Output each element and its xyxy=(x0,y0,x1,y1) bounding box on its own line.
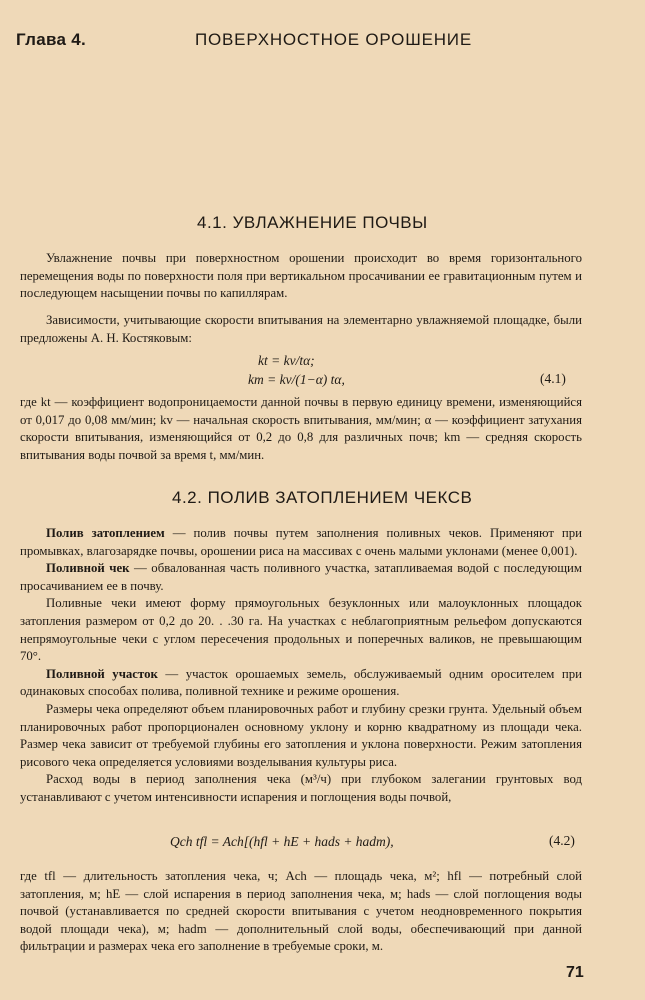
definition-paragraph xyxy=(20,666,582,701)
chapter-label: Глава 4. xyxy=(16,30,87,49)
formula-4-1-line2: km = kv/(1−α) tα, xyxy=(248,372,345,387)
paragraph: Поливные чеки имеют форму прямоугольных безуклонных или малоуклонных площадок затопления размером от 0,2 до 20. . .30 га. На участках с неблагоприятным рельефом допускаются непрямоугольные чеки с углом пересечения продольных и поперечных валиков, не превышающим 70°. xyxy=(20,596,582,664)
section1-variables xyxy=(20,394,582,464)
definition: — полив почвы путем заполнения поливных чеков. Применяют при промывках, влагозарядке почвы, орошении риса на массивах с очень малыми уклонами (менее 0,001). xyxy=(20,526,583,558)
paragraph: где kt — коэффициент водопроницаемости данной почвы в первую единицу времени, изменяющийся от 0,017 до 0,08 мм/мин; kv — начальная скорость впитывания, мм/мин; α — коэффициент затухания скорости впитывания, изменяющийся от 0,2 до 0,8 для различных почв; km — средняя скорость впитывания воды почвой за время t, мм/мин. xyxy=(20,395,582,462)
term: Полив затоплением xyxy=(46,526,165,540)
definition-paragraph xyxy=(20,560,582,595)
section-heading-4-2: 4.2. ПОЛИВ ЗАТОПЛЕНИЕМ ЧЕКСВ xyxy=(172,488,473,507)
section1-intro xyxy=(20,250,582,303)
section2-body xyxy=(20,525,582,807)
paragraph: Расход воды в период заполнения чека (м³/ч) при глубоком залегании грунтовых вод устанавливают с учетом интенсивности испарения и поглощения воды почвой, xyxy=(20,772,582,804)
section2-variables xyxy=(20,868,582,956)
paragraph: Размеры чека определяют объем планировочных работ и глубину срезки грунта. Удельный объем планировочных работ пропорционален основному уклону и корню квадратному из площади чека. Размер чека зависит от требуемой глубины его затопления и уклона поверхности. Режим затопления рисового чека определяется условиями возделывания культуры риса. xyxy=(20,701,582,769)
term: Поливной участок xyxy=(46,666,158,681)
definition: — участок орошаемых земель, обслуживаемый одним оросителем при одинаковых способах полива, поливной технике и режиме орошения. xyxy=(20,666,582,699)
paragraph: Зависимости, учитывающие скорости впитывания на элементарно увлажняемой площадке, были предложены А. Н. Костяковым: xyxy=(20,313,582,345)
equation-number: (4.1) xyxy=(540,371,566,386)
section1-dependencies xyxy=(20,312,582,347)
paragraph: где tfl — длительность затопления чека, ч; Ach — площадь чека, м²; hfl — потребный слой затопления, м; hE — слой испарения в период заполнения чека, м; hads — слой поглощения воды почвой (устанавливается по средней скорости впитывания с учетом неодновременного покрытия водой площади чека), м; hadm — дополнительный слой воды, обеспечивающий при данной фильтрации и размерах чека его заполнение в требуемые сроки, м. xyxy=(20,869,582,954)
equation-number: (4.2) xyxy=(549,833,575,848)
paragraph: Увлажнение почвы при поверхностном орошении происходит во время горизонтального перемещения воды по поверхности поля при вертикальном просачивании ее гравитационным путем и последующем насыщении почвы по капиллярам. xyxy=(20,251,582,301)
definition: — обвалованная часть поливного участка, затапливаемая водой с последующим просачиванием ее в почву. xyxy=(20,561,583,593)
formula-4-1-line1: kt = kv/tα; xyxy=(258,353,315,368)
section-heading-4-1: 4.1. УВЛАЖНЕНИЕ ПОЧВЫ xyxy=(197,213,428,232)
running-title: ПОВЕРХНОСТНОЕ ОРОШЕНИЕ xyxy=(195,30,472,49)
definition-paragraph xyxy=(20,525,582,560)
page-number: 71 xyxy=(566,964,584,981)
formula-4-2: Qch tfl = Ach[(hfl + hE + hads + hadm), xyxy=(170,834,394,849)
term: Поливной чек xyxy=(46,561,130,576)
